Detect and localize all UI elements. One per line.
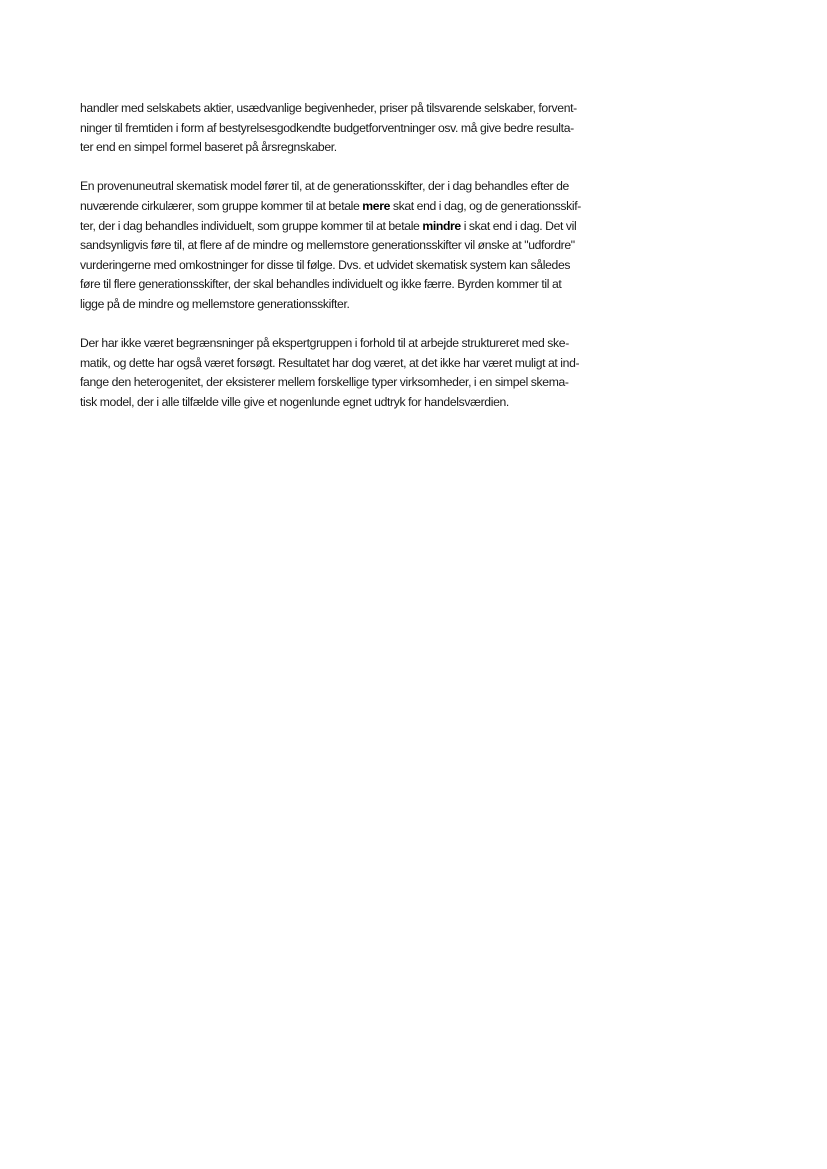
text-line: sandsynligvis føre til, at flere af de mindre og mellemstore generationsskifter vil ønske at "udfordre" bbox=[80, 238, 575, 253]
text-segment: nuværende cirkulærer, som gruppe kommer til at betale bbox=[80, 198, 363, 213]
text-line bbox=[80, 197, 616, 217]
text-line: ninger til fremtiden i form af bestyrelsesgodkendte budgetforventninger osv. må give bedre resulta- bbox=[80, 120, 574, 135]
text-line bbox=[80, 217, 616, 237]
paragraph-2 bbox=[80, 177, 616, 314]
body-text bbox=[80, 99, 616, 432]
text-segment: ter, der i dag behandles individuelt, som gruppe kommer til at betale bbox=[80, 218, 423, 233]
text-line: handler med selskabets aktier, usædvanlige begivenheder, priser på tilsvarende selskaber, forvent- bbox=[80, 101, 577, 115]
emphasis-mindre: mindre bbox=[422, 218, 461, 233]
text-segment: i skat end i dag. Det vil bbox=[460, 218, 577, 233]
text-line: ligge på de mindre og mellemstore generationsskifter. bbox=[80, 296, 350, 311]
text-line: ter end en simpel formel baseret på årsregnskaber. bbox=[80, 140, 337, 155]
paragraph-3 bbox=[80, 334, 616, 412]
text-segment: skat end i dag, og de generationsskif- bbox=[390, 198, 581, 213]
text-line: Der har ikke været begrænsninger på ekspertgruppen i forhold til at arbejde struktureret med ske- bbox=[80, 336, 569, 351]
text-line: vurderingerne med omkostninger for disse til følge. Dvs. et udvidet skematisk system kan således bbox=[80, 257, 571, 272]
text-line: fange den heterogenitet, der eksisterer mellem forskellige typer virksomheder, i en simpel skema- bbox=[80, 375, 569, 390]
emphasis-mere: mere bbox=[362, 198, 391, 213]
text-line: føre til flere generationsskifter, der skal behandles individuelt og ikke færre. Byrden kommer til at bbox=[80, 277, 562, 292]
text-line: matik, og dette har også været forsøgt. Resultatet har dog været, at det ikke har været muligt at ind- bbox=[80, 355, 580, 370]
paragraph-1 bbox=[80, 99, 616, 158]
text-line: En provenuneutral skematisk model fører til, at de generationsskifter, der i dag behandles efter de bbox=[80, 179, 569, 194]
text-line: tisk model, der i alle tilfælde ville give et nogenlunde egnet udtryk for handelsværdien. bbox=[80, 394, 509, 409]
